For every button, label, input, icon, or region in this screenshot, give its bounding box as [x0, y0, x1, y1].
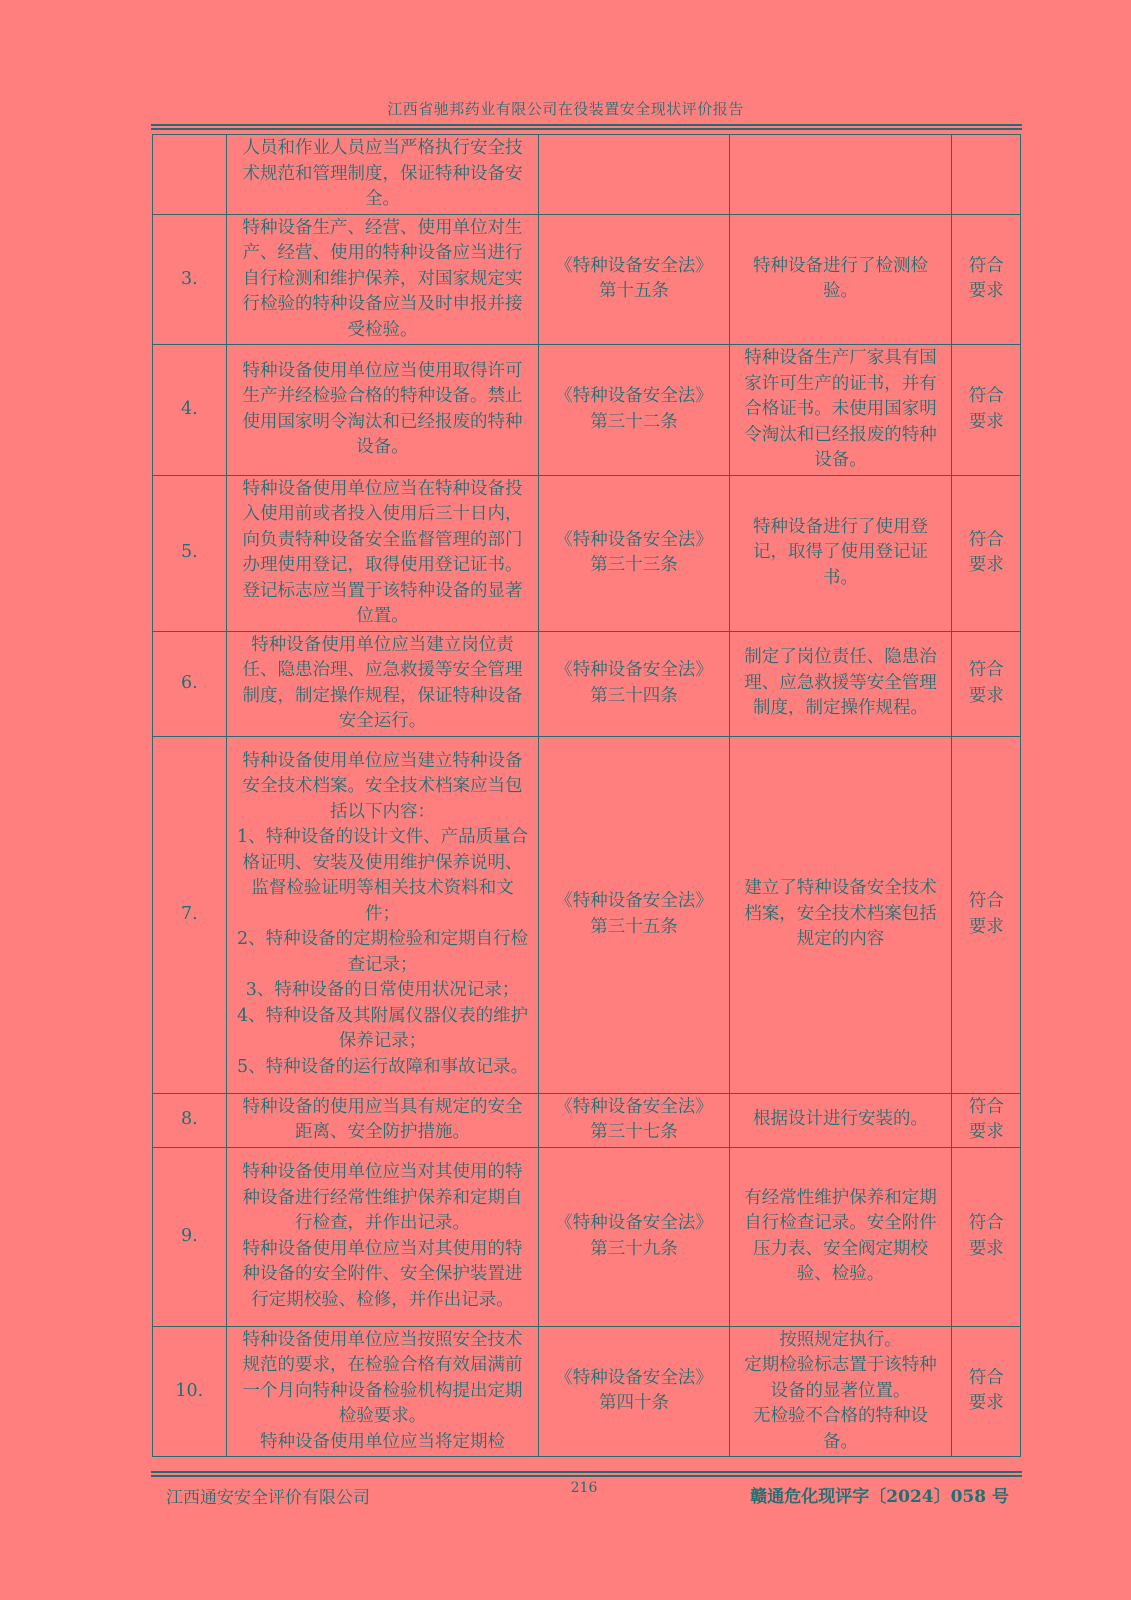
row-number: 9. — [153, 1147, 227, 1326]
law-basis-cell: 《特种设备安全法》第四十条 — [539, 1326, 729, 1457]
requirement-cell: 特种设备使用单位应当建立特种设备安全技术档案。安全技术档案应当包括以下内容： 1、特种设备的设计文件、产品质量合格证明、安装及使用维护保养说明、监督检验证明等相关技术资料和文件； 2、特种设备的定期检验和定期自行检查记录； 3、特种设备的日常使用状况记录； 4、特种设备及其附属仪器仪表的维护保养记录； 5、特种设备的运行故障和事故记录。 — [226, 736, 539, 1093]
result-cell — [952, 135, 1021, 215]
actual-status-cell: 特种设备进行了使用登记，取得了使用登记证书。 — [729, 475, 952, 631]
law-basis-cell: 《特种设备安全法》第三十二条 — [539, 345, 729, 476]
requirement-cell: 特种设备使用单位应当对其使用的特种设备进行经常性维护保养和定期自行检查，并作出记录。 特种设备使用单位应当对其使用的特种设备的安全附件、安全保护装置进行定期校验、检修，并作出记录。 — [226, 1147, 539, 1326]
actual-status-cell: 建立了特种设备安全技术档案，安全技术档案包括规定的内容 — [729, 736, 952, 1093]
law-basis-cell: 《特种设备安全法》第三十五条 — [539, 736, 729, 1093]
header-rule — [151, 124, 1022, 126]
footer-rule — [151, 1471, 1022, 1473]
table-row — [153, 1147, 1021, 1326]
footer-rule — [151, 1475, 1022, 1477]
result-cell: 符合 要求 — [952, 1093, 1021, 1147]
result-cell: 符合 要求 — [952, 345, 1021, 476]
table-row — [153, 1093, 1021, 1147]
result-cell: 符合 要求 — [952, 475, 1021, 631]
actual-status-cell: 制定了岗位责任、隐患治理、应急救援等安全管理制度，制定操作规程。 — [729, 631, 952, 736]
actual-status-cell: 有经常性维护保养和定期自行检查记录。安全附件压力表、安全阀定期校验、检验。 — [729, 1147, 952, 1326]
law-basis-cell: 《特种设备安全法》第三十三条 — [539, 475, 729, 631]
report-number: 赣通危化现评字〔2024〕058 号 — [750, 1487, 1009, 1507]
actual-status-cell — [729, 135, 952, 215]
table-row — [153, 736, 1021, 1093]
row-number: 7. — [153, 736, 227, 1093]
row-number: 10. — [153, 1326, 227, 1457]
row-number: 4. — [153, 345, 227, 476]
row-number: 3. — [153, 214, 227, 345]
table-row — [153, 214, 1021, 345]
law-basis-cell: 《特种设备安全法》第三十七条 — [539, 1093, 729, 1147]
requirement-cell: 特种设备的使用应当具有规定的安全距离、安全防护措施。 — [226, 1093, 539, 1147]
law-basis-cell — [539, 135, 729, 215]
footer-company: 江西通安安全评价有限公司 — [166, 1488, 370, 1508]
page-header-title: 江西省驰邦药业有限公司在役装置安全现状评价报告 — [387, 100, 744, 118]
law-basis-cell: 《特种设备安全法》第三十四条 — [539, 631, 729, 736]
table-row — [153, 631, 1021, 736]
result-cell: 符合 要求 — [952, 736, 1021, 1093]
requirement-cell: 特种设备使用单位应当在特种设备投入使用前或者投入使用后三十日内，向负责特种设备安全监督管理的部门办理使用登记，取得使用登记证书。登记标志应当置于该特种设备的显著位置。 — [226, 475, 539, 631]
row-number — [153, 135, 227, 215]
requirement-cell: 特种设备使用单位应当使用取得许可生产并经检验合格的特种设备。禁止使用国家明令淘汰和已经报废的特种设备。 — [226, 345, 539, 476]
result-cell: 符合 要求 — [952, 631, 1021, 736]
actual-status-cell: 特种设备进行了检测检验。 — [729, 214, 952, 345]
requirement-cell: 特种设备使用单位应当建立岗位责任、隐患治理、应急救援等安全管理制度，制定操作规程，保证特种设备安全运行。 — [226, 631, 539, 736]
table-row — [153, 475, 1021, 631]
page-number: 216 — [570, 1480, 598, 1496]
result-cell: 符合 要求 — [952, 1147, 1021, 1326]
table-row — [153, 135, 1021, 215]
result-cell: 符合 要求 — [952, 214, 1021, 345]
result-cell: 符合 要求 — [952, 1326, 1021, 1457]
law-basis-cell: 《特种设备安全法》第三十九条 — [539, 1147, 729, 1326]
row-number: 5. — [153, 475, 227, 631]
header-rule — [151, 128, 1022, 130]
actual-status-cell: 特种设备生产厂家具有国家许可生产的证书，并有合格证书。未使用国家明令淘汰和已经报废的特种设备。 — [729, 345, 952, 476]
table-row — [153, 345, 1021, 476]
row-number: 8. — [153, 1093, 227, 1147]
compliance-table — [152, 134, 1021, 1457]
actual-status-cell: 按照规定执行。 定期检验标志置于该特种设备的显著位置。 无检验不合格的特种设备。 — [729, 1326, 952, 1457]
law-basis-cell: 《特种设备安全法》第十五条 — [539, 214, 729, 345]
actual-status-cell: 根据设计进行安装的。 — [729, 1093, 952, 1147]
row-number: 6. — [153, 631, 227, 736]
requirement-cell: 特种设备生产、经营、使用单位对生产、经营、使用的特种设备应当进行自行检测和维护保养，对国家规定实行检验的特种设备应当及时申报并接受检验。 — [226, 214, 539, 345]
requirement-cell: 特种设备使用单位应当按照安全技术规范的要求，在检验合格有效届满前一个月向特种设备检验机构提出定期检验要求。 特种设备使用单位应当将定期检 — [226, 1326, 539, 1457]
requirement-cell: 人员和作业人员应当严格执行安全技术规范和管理制度，保证特种设备安全。 — [226, 135, 539, 215]
table-row — [153, 1326, 1021, 1457]
